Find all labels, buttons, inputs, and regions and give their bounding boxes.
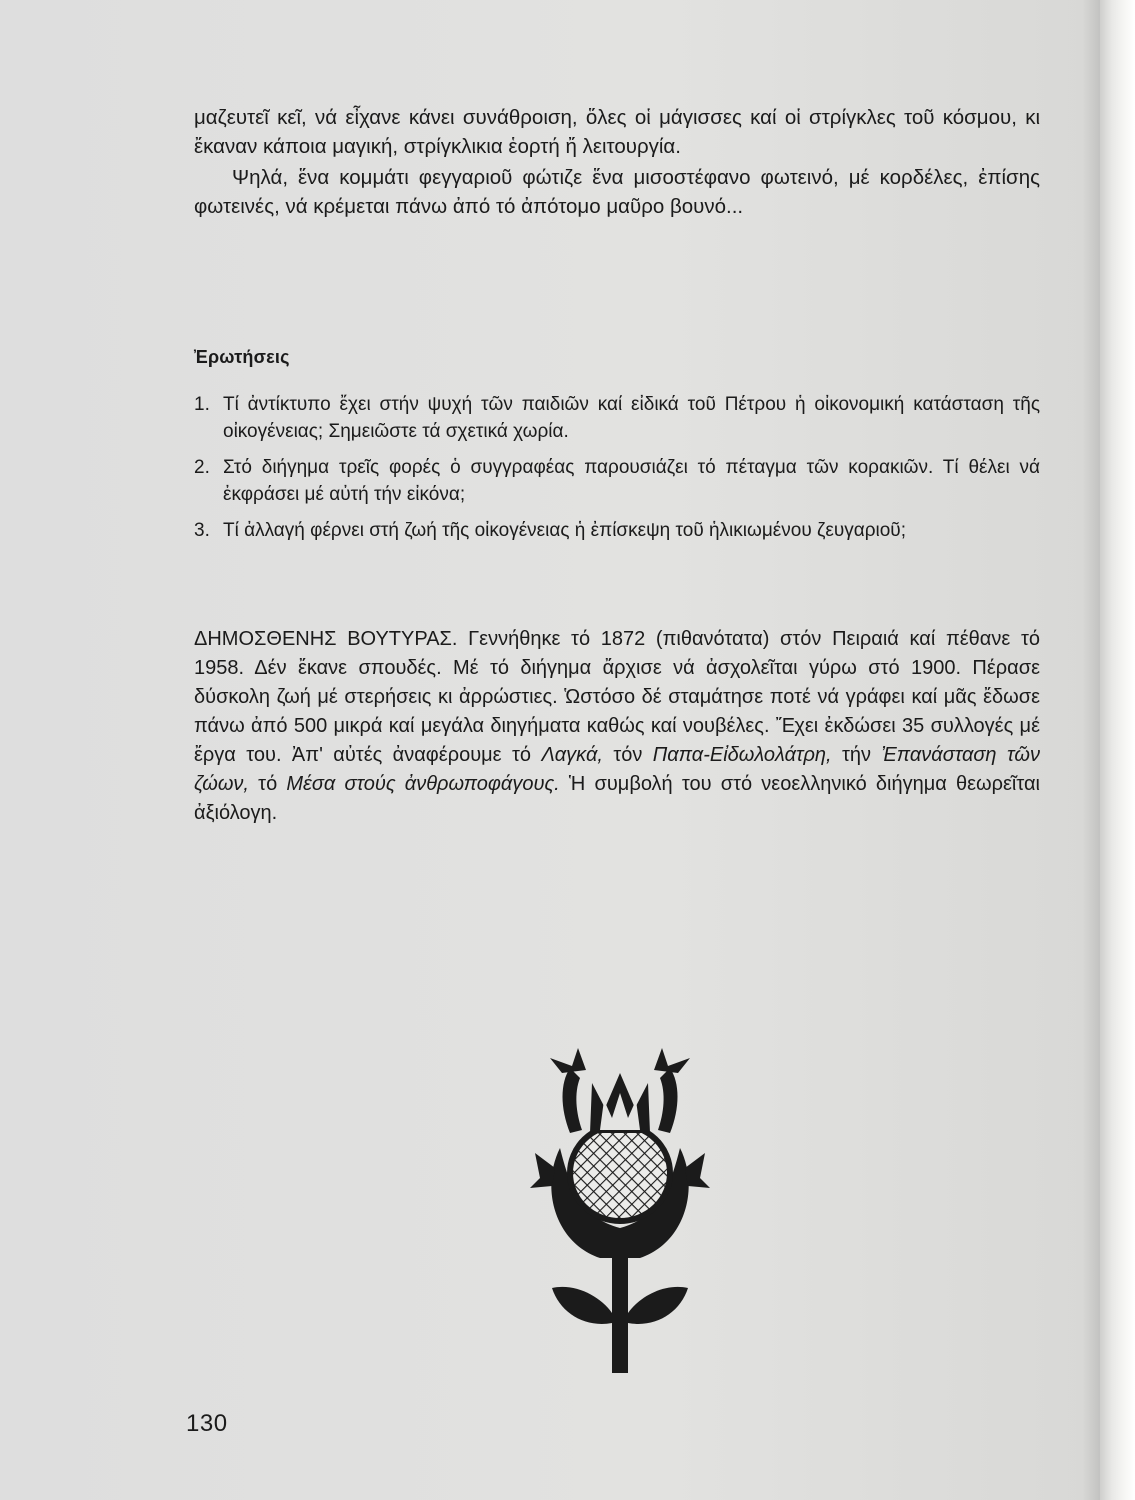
intro-paragraph-2: Ψηλά, ἕνα κομμάτι φεγγαριοῦ φώτιζε ἕνα μισοστέφανο φωτεινό, μέ κορδέλες, ἐπίσης φωτεινές, νά κρέμεται πάνω ἀπό τό ἀπότομο μαῦρο βουνό...: [194, 166, 1040, 218]
biography-paragraph: [194, 625, 1040, 828]
bio-text: τό: [248, 773, 287, 795]
work-title: Παπα-Εἰδωλολάτρη,: [652, 744, 832, 766]
question-text: Τί ἀντίκτυπο ἔχει στήν ψυχή τῶν παιδιῶν καί εἰδικά τοῦ Πέτρου ἡ οἰκονομική κατάσταση τῆς οἰκογένειας; Σημειῶστε τά σχετικά χωρία.: [223, 394, 1040, 442]
page-edge: [1100, 0, 1135, 1500]
question-number: 3.: [194, 520, 210, 541]
bio-text: Ἡ συμβολή του στό νεοελληνικό διήγημα θεωρεῖται ἀξιόλογη.: [194, 773, 1040, 824]
work-title: Μέσα στούς ἀνθρωποφάγους.: [286, 773, 560, 795]
question-item: [194, 517, 1040, 544]
work-title: Λαγκά,: [541, 744, 603, 766]
questions-heading: Ἐρωτήσεις: [194, 347, 290, 367]
question-number: 2.: [194, 457, 210, 478]
intro-paragraphs: [194, 103, 1040, 221]
author-biography: [194, 625, 1040, 828]
question-text: Στό διήγημα τρεῖς φορές ὁ συγγραφέας παρουσιάζει τό πέταγμα τῶν κορακιῶν. Τί θέλει νά ἐκφράσει μέ αὐτή τήν εἰκόνα;: [223, 457, 1040, 505]
intro-paragraph-1: μαζευτεῖ κεῖ, νά εἶχανε κάνει συνάθροιση, ὅλες οἱ μάγισσες καί οἱ στρίγκλες τοῦ κόσμου, κι ἔκαναν κάποια μαγική, στρίγκλικια ἑορτή ἤ λειτουργία.: [194, 106, 1040, 158]
bio-text: τόν: [602, 744, 653, 766]
page-number: 130: [186, 1410, 228, 1437]
question-number: 1.: [194, 394, 210, 415]
bio-text: τήν: [831, 744, 882, 766]
questions-list: [194, 391, 1040, 553]
thistle-ornament-icon: [530, 1038, 710, 1378]
bio-text: ΔΗΜΟΣΘΕΝΗΣ ΒΟΥΤΥΡΑΣ. Γεννήθηκε τό 1872 (πιθανότατα) στόν Πειραιά καί πέθανε τό 1958. Δέν ἔκανε σπουδές. Μέ τό διήγημα ἄρχισε νά ἀσχολεῖται γύρω στό 1900. Πέρασε δύσκολη ζωή μέ στερήσεις κι ἀρρώστιες. Ὡστόσο δέ σταμάτησε ποτέ νά γράφει καί μᾶς ἔδωσε πάνω ἀπό 500 μικρά καί μεγάλα διηγήματα καθώς καί νουβέλες. Ἔχει ἐκδώσει 35 συλλογές μέ ἔργα του. Ἀπ' αὐτές ἀναφέρουμε τό: [194, 628, 1040, 766]
question-text: Τί ἀλλαγή φέρνει στή ζωή τῆς οἰκογένειας ἡ ἐπίσκεψη τοῦ ἡλικιωμένου ζευγαριοῦ;: [223, 520, 906, 541]
work-title: Ἐπανάσταση τῶν ζώων,: [194, 744, 1040, 795]
question-item: [194, 454, 1040, 508]
question-item: [194, 391, 1040, 445]
